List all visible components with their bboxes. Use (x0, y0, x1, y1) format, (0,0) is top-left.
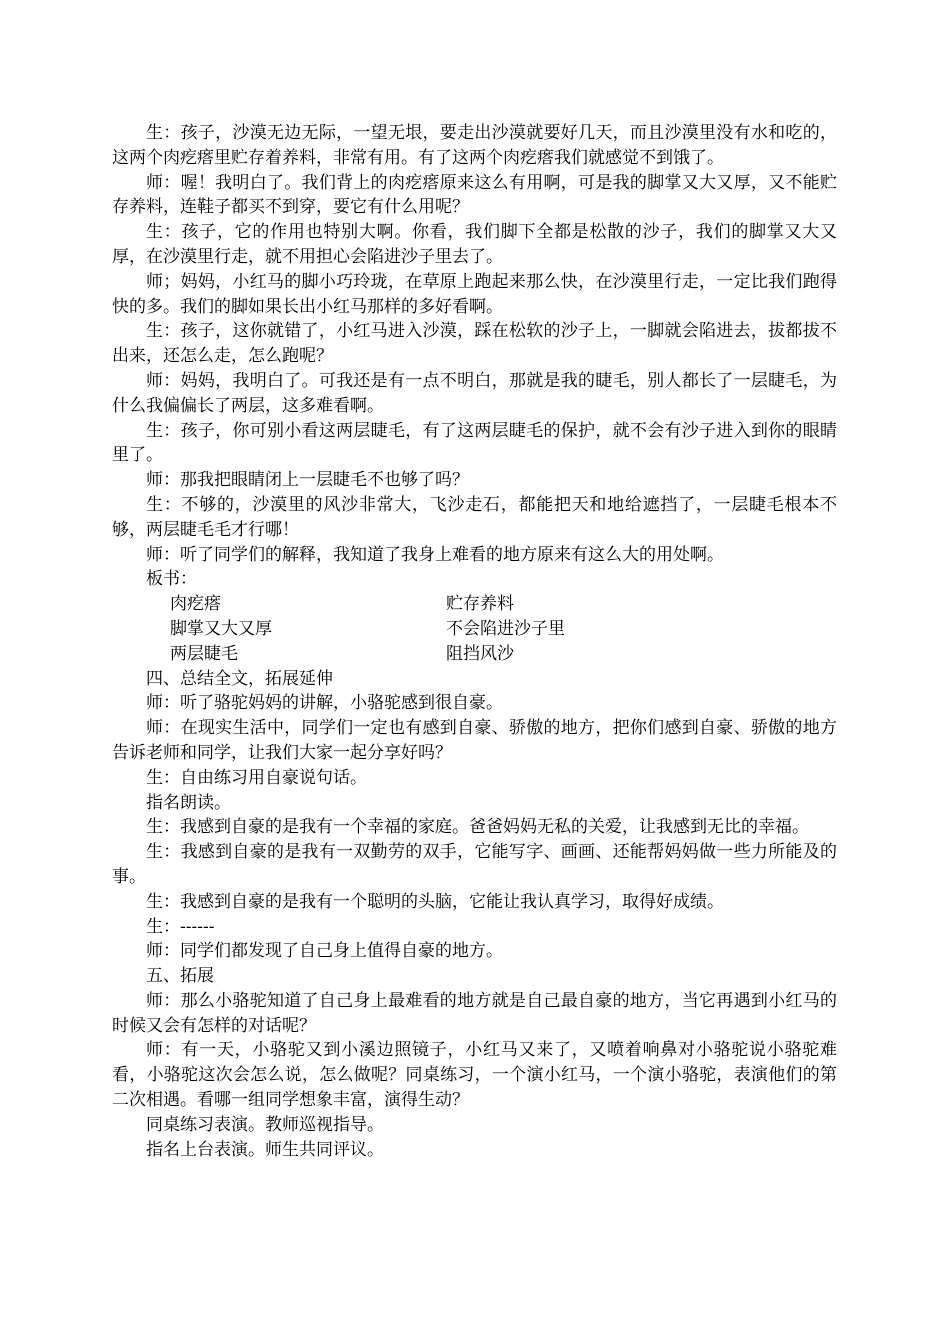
paragraph: 指名上台表演。师生共同评议。 (146, 1139, 384, 1160)
board-row (112, 642, 837, 667)
paragraph: 生：自由练习用自豪说句话。 (146, 767, 367, 788)
paragraph: 师；妈妈，小红马的脚小巧玲珑，在草原上跑起来那么快，在沙漠里行走，一定比我们跑得快的多。我们的脚如果长出小红马那样的多好看啊。 (112, 271, 837, 317)
paragraph: 生：------ (146, 916, 215, 937)
paragraph: 师：有一天，小骆驼又到小溪边照镜子，小红马又来了，又喷着响鼻对小骆驼说小骆驼难看，小骆驼这次会怎么说，怎么做呢？同桌练习，一个演小红马，一个演小骆驼，表演他们的第二次相遇。看哪一组同学想象丰富，演得生动？ (112, 1040, 837, 1111)
paragraph: 指名朗读。 (146, 792, 231, 813)
board-item-feature: 肉疙瘩 (170, 594, 221, 615)
body-text-bottom (112, 667, 837, 1163)
body-text-top (112, 121, 837, 592)
paragraph: 师：那么小骆驼知道了自己身上最难看的地方就是自己最自豪的地方，当它再遇到小红马的时候又会有怎样的对话呢？ (112, 990, 837, 1036)
paragraph: 生：我感到自豪的是我有一个聪明的头脑，它能让我认真学习，取得好成绩。 (146, 891, 724, 912)
board-item-feature: 两层睫毛 (170, 643, 238, 664)
paragraph: 师：妈妈，我明白了。可我还是有一点不明白，那就是我的睫毛，别人都长了一层睫毛，为什么我偏偏长了两层，这多难看啊。 (112, 370, 837, 416)
board-item-function: 不会陷进沙子里 (446, 618, 565, 639)
paragraph: 生：孩子，沙漠无边无际，一望无垠，要走出沙漠就要好几天，而且沙漠里没有水和吃的，这两个肉疙瘩里贮存着养料，非常有用。有了这两个肉疙瘩我们就感觉不到饿了。 (112, 123, 837, 168)
paragraph: 生：我感到自豪的是我有一个幸福的家庭。爸爸妈妈无私的关爱，让我感到无比的幸福。 (146, 817, 809, 838)
paragraph: 师：喔！我明白了。我们背上的肉疙瘩原来这么有用啊，可是我的脚掌又大又厚，又不能贮存养料，连鞋子都买不到穿，要它有什么用呢？ (112, 172, 837, 218)
board-item-function: 贮存养料 (446, 594, 514, 615)
paragraph: 师：听了同学们的解释，我知道了我身上难看的地方原来有这么大的用处啊。 (146, 544, 724, 565)
board-row (112, 617, 837, 642)
paragraph: 生：孩子，这你就错了，小红马进入沙漠，踩在松软的沙子上，一脚就会陷进去，拔都拔不出来，还怎么走，怎么跑呢？ (112, 321, 837, 367)
section-heading: 五、拓展 (146, 966, 214, 987)
board-item-feature: 脚掌又大又厚 (170, 618, 272, 639)
paragraph: 师：在现实生活中，同学们一定也有感到自豪、骄傲的地方，把你们感到自豪、骄傲的地方告诉老师和同学，让我们大家一起分享好吗？ (112, 718, 837, 763)
paragraph: 同桌练习表演。教师巡视指导。 (146, 1114, 384, 1135)
paragraph: 生：不够的，沙漠里的风沙非常大，飞沙走石，都能把天和地给遮挡了，一层睫毛根本不够，两层睫毛毛才行哪！ (112, 494, 837, 540)
section-heading: 四、总结全文，拓展延伸 (146, 668, 333, 689)
document-page (112, 121, 837, 1162)
board-heading: 板书： (146, 569, 197, 590)
paragraph: 师：那我把眼睛闭上一层睫毛不也够了吗？ (146, 470, 469, 491)
paragraph: 生：我感到自豪的是我有一双勤劳的双手，它能写字、画画、还能帮妈妈做一些力所能及的事。 (112, 842, 837, 887)
paragraph: 生：孩子，你可别小看这两层睫毛，有了这两层睫毛的保护，就不会有沙子进入到你的眼睛里了。 (112, 420, 837, 466)
board-item-function: 阻挡风沙 (446, 643, 514, 664)
paragraph: 师：同学们都发现了自己身上值得自豪的地方。 (146, 941, 503, 962)
paragraph: 师：听了骆驼妈妈的讲解，小骆驼感到很自豪。 (146, 693, 503, 714)
board-row (112, 592, 837, 617)
paragraph: 生：孩子，它的作用也特别大啊。你看，我们脚下全都是松散的沙子，我们的脚掌又大又厚，在沙漠里行走，就不用担心会陷进沙子里去了。 (112, 222, 837, 267)
blackboard-notes (112, 592, 837, 666)
